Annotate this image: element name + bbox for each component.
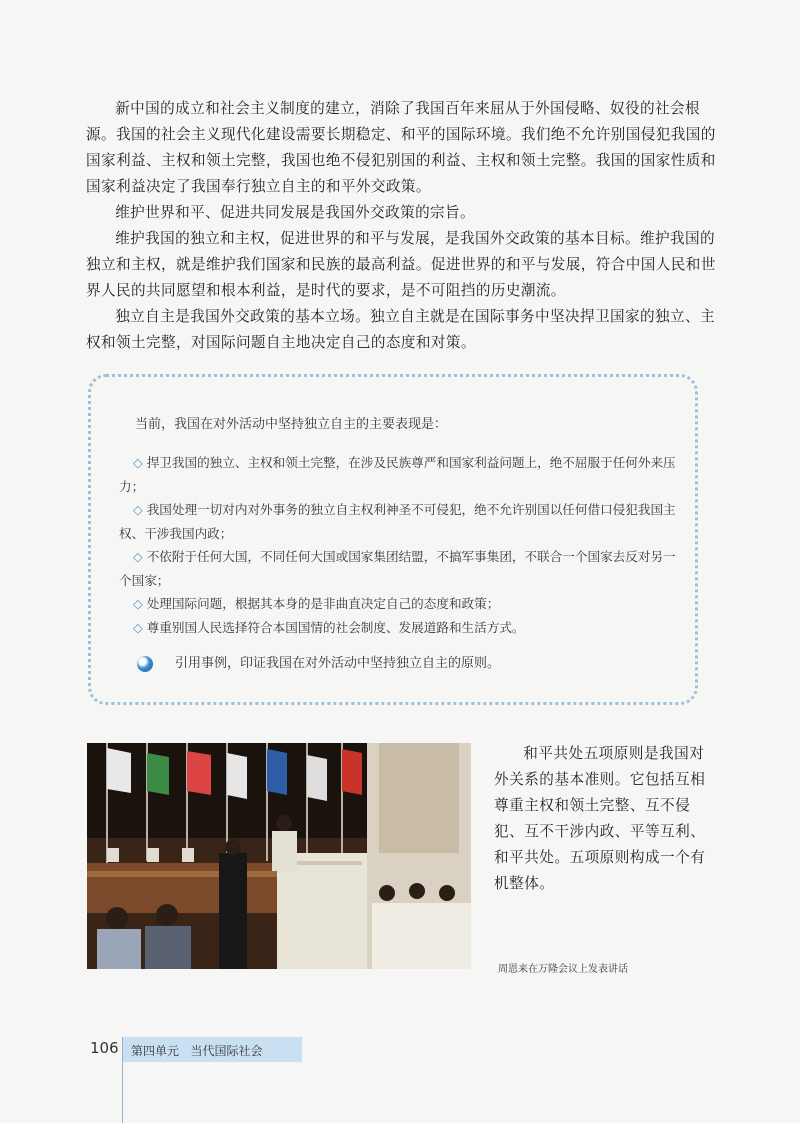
paragraph-2: 维护世界和平、促进共同发展是我国外交政策的宗旨。 — [115, 204, 476, 221]
side-text — [494, 741, 714, 897]
main-text — [86, 96, 716, 356]
diamond-bullet-icon: ◇ — [133, 549, 143, 564]
diamond-bullet-icon: ◇ — [133, 502, 143, 517]
list-item: ◇ 处理国际问题，根据其本身的是非曲直决定自己的态度和政策； — [133, 596, 500, 611]
activity-bullet-icon — [137, 656, 153, 672]
list-item: ◇ 不依附于任何大国，不同任何大国或国家集团结盟，不搞军事集团，不联合一个国家去反对另一个国家； — [119, 549, 676, 588]
paragraph-4: 独立自主是我国外交政策的基本立场。独立自主就是在国际事务中坚决捍卫国家的独立、主权和领土完整，对国际问题自主地决定自己的态度和对策。 — [86, 308, 715, 351]
paragraph-1: 新中国的成立和社会主义制度的建立，消除了我国百年来屈从于外国侵略、奴役的社会根源。我国的社会主义现代化建设需要长期稳定、和平的国际环境。我们绝不允许别国侵犯我国的国家利益、主权和领土完整，我国也绝不侵犯别国的利益、主权和领土完整。我国的国家性质和国家利益决定了我国奉行独立自主的和平外交政策。 — [86, 100, 716, 195]
diamond-bullet-icon: ◇ — [133, 596, 143, 611]
conference-photo — [87, 743, 471, 969]
paragraph-3: 维护我国的独立和主权，促进世界的和平与发展，是我国外交政策的基本目标。维护我国的独立和主权，就是维护我们国家和民族的最高利益。促进世界的和平与发展，符合中国人民和世界人民的共同愿望和根本利益，是时代的要求，是不可阻挡的历史潮流。 — [86, 230, 716, 299]
activity-prompt — [137, 652, 657, 676]
diamond-bullet-icon: ◇ — [133, 619, 143, 635]
info-box — [88, 374, 698, 705]
page-number: 106 — [90, 1039, 119, 1057]
unit-title: 第四单元 当代国际社会 — [131, 1044, 263, 1058]
list-item: ◇ 捍卫我国的独立、主权和领土完整，在涉及民族尊严和国家利益问题上，绝不屈服于任何外来压力； — [119, 455, 676, 494]
footer-divider — [122, 1037, 123, 1123]
side-paragraph: 和平共处五项原则是我国对外关系的基本准则。它包括互相尊重主权和领土完整、互不侵犯、互不干涉内政、平等互利、和平共处。五项原则构成一个有机整体。 — [494, 745, 706, 892]
box-list — [119, 451, 679, 639]
list-item: ◇ 尊重别国人民选择符合本国国情的社会制度、发展道路和生活方式。 — [133, 619, 525, 635]
conference-photo-illustration — [87, 743, 471, 969]
diamond-bullet-icon: ◇ — [133, 455, 143, 470]
photo-caption: 周恩来在万隆会议上发表讲话 — [498, 964, 628, 975]
activity-text: 引用事例，印证我国在对外活动中坚持独立自主的原则。 — [175, 656, 501, 671]
list-item: ◇ 我国处理一切对内对外事务的独立自主权利神圣不可侵犯，绝不允许别国以任何借口侵犯我国主权、干涉我国内政； — [119, 502, 676, 541]
box-intro: 当前，我国在对外活动中坚持独立自主的主要表现是： — [135, 417, 448, 432]
